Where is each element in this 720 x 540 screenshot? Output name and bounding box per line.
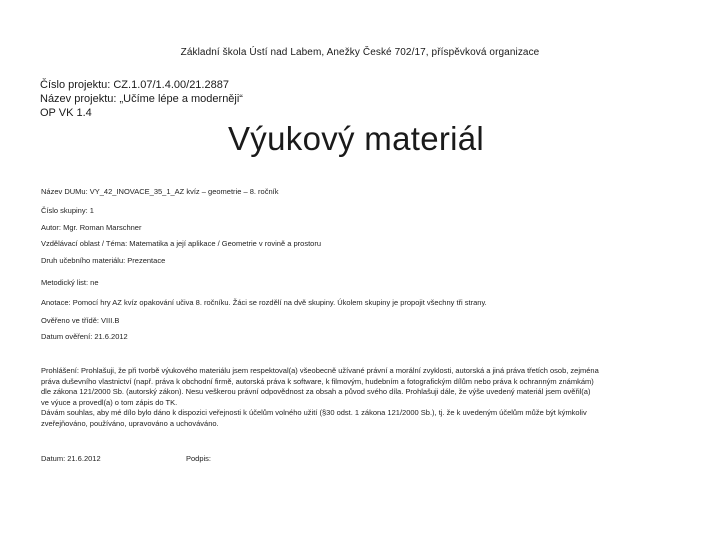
declaration-line: práva duševního vlastnictví (např. práva k obchodní firmě, autorská práva k software, k filmovým, hudebním a fotografickým dílům nebo práva k ochranným známkám) xyxy=(41,376,594,386)
declaration-line: Dávám souhlas, aby mé dílo bylo dáno k dispozici veřejnosti k účelům volného užití (§30 odst. 1 zákona 121/2000 Sb.), tj. že k uvedeným účelům může být kýmkoliv xyxy=(41,408,587,417)
declaration xyxy=(41,366,691,429)
project-name: Název projektu: „Učíme lépe a moderněji“ xyxy=(40,93,243,105)
signature-date: Datum: 21.6.2012 xyxy=(41,454,101,463)
author: Autor: Mgr. Roman Marschner xyxy=(41,223,142,232)
project-info xyxy=(40,78,243,120)
group-number: Číslo skupiny: 1 xyxy=(41,206,94,215)
methodology: Metodický list: ne xyxy=(41,278,99,287)
annotation: Anotace: Pomocí hry AZ kvíz opakování učiva 8. ročníku. Žáci se rozdělí na dvě skupiny. Úkolem skupiny je propojit všechny tři strany. xyxy=(41,298,487,307)
verification-date: Datum ověření: 21.6.2012 xyxy=(41,332,128,341)
verified-in-class: Ověřeno ve třídě: VIII.B xyxy=(41,316,120,325)
declaration-line: ve výuce a provedl(a) o tom zápis do TK. xyxy=(41,397,178,407)
material-type: Druh učebního materiálu: Prezentace xyxy=(41,256,166,265)
area-topic: Vzdělávací oblast / Téma: Matematika a její aplikace / Geometrie v rovině a prostoru xyxy=(41,239,321,248)
program-name: OP VK 1.4 xyxy=(40,107,92,119)
page-title: Výukový materiál xyxy=(228,120,485,157)
school-name: Základní škola Ústí nad Labem, Anežky České 702/17, příspěvková organizace xyxy=(180,47,540,58)
project-number: Číslo projektu: CZ.1.07/1.4.00/21.2887 xyxy=(40,79,229,91)
declaration-line: zveřejňováno, používáno, upravováno a uchováváno. xyxy=(41,418,219,428)
dum-name: Název DUMu: VY_42_INOVACE_35_1_AZ kvíz – geometrie – 8. ročník xyxy=(41,187,279,196)
declaration-line: Prohlášení: Prohlašuji, že při tvorbě výukového materiálu jsem respektoval(a) všeobecně užívané právní a morální zvyklosti, autorská a jiná práva třetích osob, zejména xyxy=(41,366,599,375)
declaration-line: dle zákona 121/2000 Sb. (autorský zákon). Nesu veškerou právní odpovědnost za obsah a původ svého díla. Prohlašuji dále, že výše uvedený materiál jsem ověřil(a) xyxy=(41,387,591,396)
signature-label: Podpis: xyxy=(186,454,212,463)
